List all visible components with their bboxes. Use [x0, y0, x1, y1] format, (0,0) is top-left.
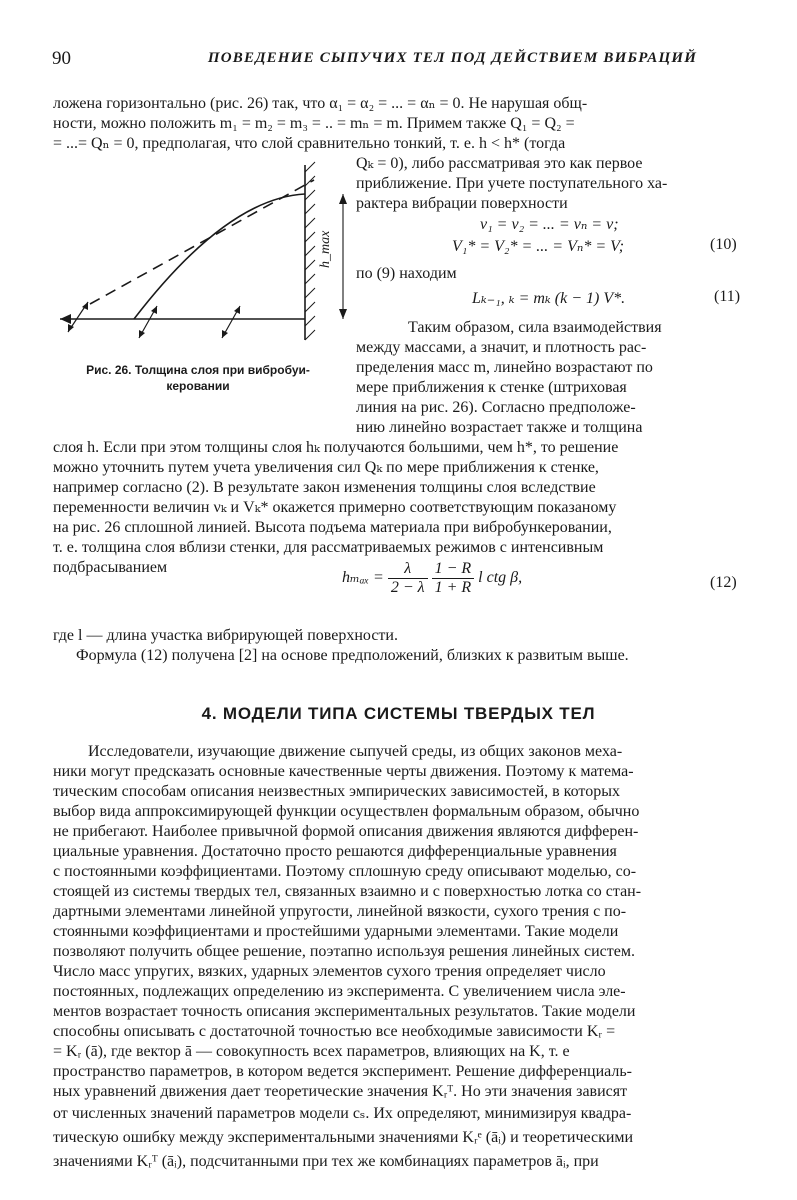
equation-12	[342, 560, 522, 597]
text-line: пределения масс m, линейно возрастают по	[356, 359, 653, 376]
dashed-line	[90, 180, 314, 304]
arrow-down-icon	[139, 330, 145, 338]
text-line: Таким образом, сила взаимодействия	[408, 319, 662, 336]
text-line: можно уточнить путем учета увеличения сил Qₖ по мере приближения к стенке,	[53, 459, 599, 476]
text-line: Число масс упругих, вязких, ударных элементов сухого трения определяет число	[53, 963, 606, 980]
text-line: пространство параметров, в котором ведется эксперимент. Решение дифференциаль-	[53, 1063, 633, 1080]
text-line: тическим способам описания неизвестных эмпирических зависимостей, в которых	[53, 783, 620, 800]
hmax-axis-label: h_max	[318, 230, 333, 268]
eq12-rhs: l ctg β,	[478, 569, 523, 587]
eq12-lhs: hₘₐₓ =	[342, 569, 384, 587]
base-arrow-icon	[60, 314, 71, 324]
text-line: дартными элементами линейной упругости, линейной вязкости, сухого трения с по-	[53, 903, 627, 920]
equation-10-line2: V₁* = V₂* = ... = Vₙ* = V;	[452, 238, 625, 255]
equation-10-line1: ν₁ = ν₂ = ... = νₙ = ν;	[480, 216, 619, 233]
text-line: ности, можно положить m₁ = m₂ = m₃ = .. = mₙ = m. Примем также Q₁ = Q₂ =	[53, 115, 575, 132]
dim-arrow-top-icon	[339, 194, 347, 204]
text-line: ники могут предсказать основные качественные черты движения. Поэтому к матема-	[53, 763, 634, 780]
text-line: между массами, а значит, и плотность рас-	[356, 339, 647, 356]
equation-10-number: (10)	[710, 236, 737, 253]
text-line: приближение. При учете поступательного ха-	[356, 175, 668, 192]
text-line: переменности величин νₖ и Vₖ* окажется примерно соответствующим показаному	[53, 499, 617, 516]
page-number: 90	[52, 48, 71, 69]
text-line: выбор вида аппроксимирующей функции осуществлен формальным образом, обычно	[53, 803, 640, 820]
text-line: значениями Kᵣᵀ (āᵢ), подсчитанными при тех же комбинациях параметров āᵢ, при	[53, 1153, 599, 1170]
text-line: стоящей из системы твердых тел, связанных взаимно и с поверхностью лотка со стан-	[53, 883, 642, 900]
text-line: ментов возрастает точность описания экспериментальных результатов. Такие модели	[53, 1003, 636, 1020]
text-line: циальные уравнения. Достаточно просто решаются дифференциальные уравнения	[53, 843, 617, 860]
text-line: стоянными коэффициентами и простейшими ударными элементами. Такие модели	[53, 923, 619, 940]
arrow-up-icon	[234, 306, 240, 314]
text-line: т. е. толщина слоя вблизи стенки, для рассматриваемых режимов с интенсивным	[53, 539, 604, 556]
caption-line: керовании	[166, 379, 230, 393]
text-line: = ...= Qₙ = 0, предполагая, что слой сравнительно тонкий, т. е. h < h* (тогда	[53, 135, 566, 152]
text-line: способны описывать с достаточной точностью все необходимые зависимости Kᵣ =	[53, 1023, 616, 1040]
text-line: где l — длина участка вибрирующей поверхности.	[53, 627, 398, 644]
wall-hatching	[305, 162, 315, 340]
caption-line: Рис. 26. Толщина слоя при вибробуи-	[86, 363, 310, 377]
text-line: слоя h. Если при этом толщины слоя hₖ получаются большими, чем h*, то решение	[53, 439, 619, 456]
text-line: Qₖ = 0), либо рассматривая это как первое	[356, 155, 643, 172]
eq12-fraction-2: $\frac{1 - R}{1 + R}$	[432, 560, 475, 597]
arrow-up-icon	[151, 306, 157, 314]
section-heading: 4. МОДЕЛИ ТИПА СИСТЕМЫ ТВЕРДЫХ ТЕЛ	[201, 704, 596, 723]
text-line: мере приближения к стенке (штриховая	[356, 379, 627, 396]
text-line: Формула (12) получена [2] на основе предположений, близких к развитым выше.	[76, 647, 629, 664]
text-line: от численных значений параметров модели cₛ. Их определяют, минимизируя квадра-	[53, 1105, 632, 1122]
text-line: с постоянными коэффициентами. Поэтому сплошную среду описывают моделью, со-	[53, 863, 637, 880]
text-line: подбрасыванием	[53, 559, 168, 576]
dim-arrow-bottom-icon	[339, 309, 347, 319]
solid-curve	[134, 194, 305, 319]
text-line: нию линейно возрастает также и толщина	[356, 419, 643, 436]
text-line: позволяют получить общее решение, поэтапно используя решения линейных систем.	[53, 943, 635, 960]
equation-12-number: (12)	[710, 574, 737, 591]
figure-caption	[48, 362, 348, 394]
eq12-fraction-1: $\frac{\lambda}{2 - \lambda}$	[388, 560, 428, 597]
text-line: рактера вибрации поверхности	[356, 195, 568, 212]
figure-26	[52, 160, 352, 355]
running-title: ПОВЕДЕНИЕ СЫПУЧИХ ТЕЛ ПОД ДЕЙСТВИЕМ ВИБРАЦИЙ	[207, 50, 698, 66]
text-line: линия на рис. 26). Согласно предположе-	[356, 399, 636, 416]
text-line: = Kᵣ (ā), где вектор ā — совокупность всех параметров, влияющих на K, т. е	[53, 1043, 570, 1060]
text-line: ных уравнений движения дает теоретические значения Kᵣᵀ. Но эти значения зависят	[53, 1083, 628, 1100]
text-line: Исследователи, изучающие движение сыпучей среды, из общих законов меха-	[88, 743, 623, 760]
equation-11: Lₖ₋₁, ₖ = mₖ (k − 1) V*.	[472, 290, 626, 307]
text-line: например согласно (2). В результате закон изменения толщины слоя вследствие	[53, 479, 596, 496]
arrow-down-icon	[222, 330, 228, 338]
text-line: тическую ошибку между экспериментальными значениями Kᵣᵉ (āᵢ) и теоретическими	[53, 1129, 634, 1146]
text-line: на рис. 26 сплошной линией. Высота подъема материала при вибробункеровании,	[53, 519, 612, 536]
text-line: по (9) находим	[356, 265, 457, 282]
equation-11-number: (11)	[714, 288, 741, 305]
text-line: ложена горизонтально (рис. 26) так, что α₁ = α₂ = ... = αₙ = 0. Не нарушая общ-	[53, 95, 588, 112]
text-line: постоянных, подлежащих определению из эксперимента. С увеличением числа эле-	[53, 983, 626, 1000]
text-line: не прибегают. Наиболее привычной формой описания движения являются дифферен-	[53, 823, 639, 840]
